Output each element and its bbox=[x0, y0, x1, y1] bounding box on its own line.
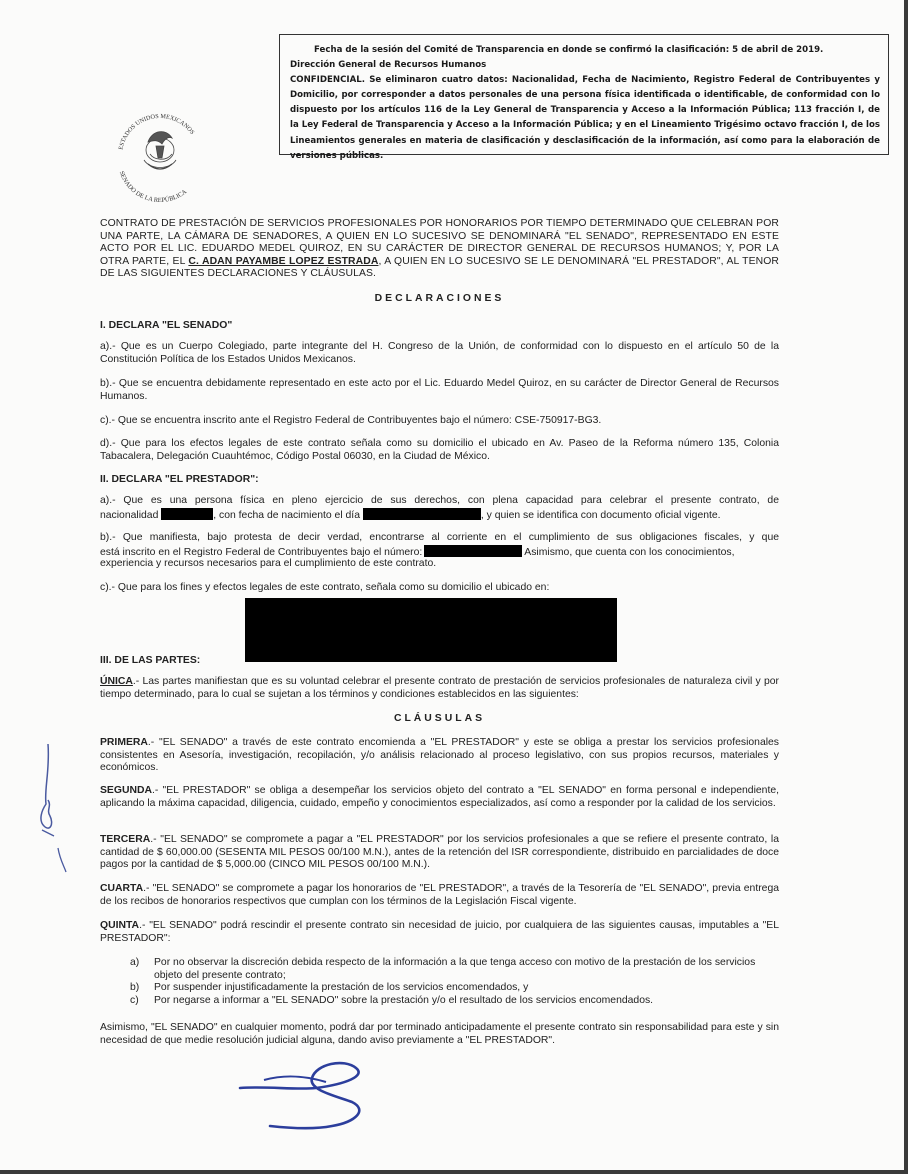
notice-confidential: CONFIDENCIAL. Se eliminaron cuatro datos: Nacionalidad, Fecha de Nacimiento, Registro Federal de Contribuyentes y Domicilio, por corresponder a datos personales de una persona física identificada o identificable, de conformidad con lo dispuesto por los artículos 116 de la Ley General de Transparencia y Acceso a la Información Pública; 113 fracción I, de la Ley Federal de Transparencia y Acceso a la Información Pública; y en el Lineamiento Trigésimo octavo fracción I, de los Lineamientos generales en materia de clasificación y desclasificación de la información, así como para la elaboración de versiones públicas. bbox=[290, 75, 880, 161]
primera-text: .- "EL SENADO" a través de este contrato encomienda a "EL PRESTADOR" y este se obliga a prestar los servicios profesionales consistentes en Asesoría, investigación, recopilación, y/o análisis relacionado al proceso legislativo, con sus propios recursos, materiales y económicos. bbox=[100, 737, 779, 774]
declaraciones-heading: DECLARACIONES bbox=[374, 293, 505, 304]
quinta-text: .- "EL SENADO" podrá rescindir el presente contrato sin necesidad de juicio, por cualquiera de las siguientes causas, imputables a "EL PRESTADOR": bbox=[100, 920, 779, 944]
sec2-item-b-line3: experiencia y recursos necesarios para el cumplimiento de este contrato. bbox=[100, 558, 437, 569]
sec1-item-b: b).- Que se encuentra debidamente representado en este acto por el Lic. Eduardo Medel Quiroz, en su carácter de Director General de Recursos Humanos. bbox=[100, 378, 779, 402]
sec2-item-a-line2 bbox=[100, 508, 779, 523]
list-item-text: Por no observar la discreción debida respecto de la información a la que tenga acceso con motivo de la prestación de los servicios objeto del presente contrato; bbox=[154, 957, 756, 981]
list-item bbox=[130, 982, 780, 995]
classification-notice bbox=[279, 34, 889, 161]
sec1-item-c: c).- Que se encuentra inscrito ante el Registro Federal de Contribuyentes bajo el número: CSE-750917-BG3. bbox=[100, 415, 602, 426]
unica-clause bbox=[100, 676, 779, 701]
seal-bottom-text: SENADO DE LA REPÚBLICA bbox=[117, 170, 189, 202]
quinta-label: QUINTA bbox=[100, 920, 140, 931]
list-item-text: Por suspender injustificadamente la prestación de los servicios encomendados, y bbox=[154, 982, 529, 994]
unica-label: ÚNICA bbox=[100, 676, 133, 687]
notice-date: Fecha de la sesión del Comité de Transparencia en donde se confirmó la clasificación: 5 de abril de 2019. bbox=[314, 45, 824, 55]
list-item-text: Por negarse a informar a "EL SENADO" sobre la prestación y/o el resultado de los servicios encomendados. bbox=[154, 994, 654, 1006]
primera-label: PRIMERA bbox=[100, 737, 148, 748]
clause-cuarta bbox=[100, 883, 779, 908]
rfc-label: está inscrito en el Registro Federal de Contribuyentes bajo el número: bbox=[100, 547, 423, 558]
main-signature bbox=[236, 1050, 396, 1140]
list-item-label: a) bbox=[130, 957, 140, 968]
sec2-item-c: c).- Que para los fines y efectos legales de este contrato, señala como su domicilio el ubicado en: bbox=[100, 582, 550, 593]
eagle-emblem-icon bbox=[144, 132, 176, 169]
sec1-title: I. DECLARA "EL SENADO" bbox=[100, 320, 233, 331]
quinta-causes-list bbox=[130, 957, 780, 1007]
sec1-item-a: a).- Que es un Cuerpo Colegiado, parte integrante del H. Congreso de la Unión, de conformidad con lo dispuesto en el artículo 50 de la Constitución Política de los Estados Unidos Mexicanos. bbox=[100, 341, 779, 365]
intro-text-end: , A QUIEN EN LO SUCESIVO SE LE DENOMINARÁ "EL PRESTADOR", AL TENOR DE LAS SIGUIENTES DECLARACIONES Y CLÁUSULAS. bbox=[100, 255, 779, 280]
intro-text-start: CONTRATO DE PRESTACIÓN DE SERVICIOS PROFESIONALES POR HONORARIOS POR TIEMPO DETERMINADO QUE CELEBRAN POR UNA PARTE, LA CÁMARA DE SENADORES, A QUIEN EN LO SUCESIVO SE DENOMINARÁ "EL SENADO", REPRESENTADO EN ESTE ACTO POR EL LIC. EDUARDO MEDEL QUIROZ, EN SU CARÁCTER DE DIRECTOR GENERAL DE RECURSOS HUMANOS; Y, POR LA OTRA PARTE, EL bbox=[100, 218, 779, 267]
list-item bbox=[130, 957, 780, 982]
tercera-text: .- "EL SENADO" se compromete a pagar a "EL PRESTADOR" por los servicios profesionales a que se refiere el presente contrato, la cantidad de $ 60,000.00 (SESENTA MIL PESOS 00/100 M.N.), antes de la retención del ISR correspondiente, distribuido en parcialidades de doce pagos por la cantidad de $ 5,000.00 (CINCO MIL PESOS 00/100 M.N.). bbox=[100, 834, 779, 871]
sec2-item-b-line1: b).- Que manifiesta, bajo protesta de decir verdad, encontrarse al corriente en el cumplimiento de sus obligaciones fiscales, y que bbox=[100, 532, 779, 543]
fecha-nacimiento-label: , con fecha de nacimiento el día bbox=[213, 510, 360, 521]
segunda-label: SEGUNDA bbox=[100, 785, 152, 796]
conocimientos-text: Asimismo, que cuenta con los conocimientos, bbox=[524, 547, 735, 558]
contract-intro bbox=[100, 218, 779, 281]
segunda-text: .- "EL PRESTADOR" se obliga a desempeñar los servicios objeto del contrato a "EL SENADO" en forma personal e independiente, aplicando la máxima capacidad, diligencia, cuidado, empeño y conocimientos especializados, así como a responder por la calidad de los servicios. bbox=[100, 785, 779, 809]
senate-seal bbox=[108, 100, 210, 202]
sec3-title: III. DE LAS PARTES: bbox=[100, 655, 201, 666]
redacted-nationality bbox=[161, 508, 213, 520]
clause-tercera bbox=[100, 834, 779, 872]
sec1-item-d: d).- Que para los efectos legales de este contrato señala como su domicilio el ubicado en Av. Paseo de la Reforma número 135, Colonia Tabacalera, Delegación Cuauhtémoc, Código Postal 06030, en la Ciudad de México. bbox=[100, 438, 779, 462]
cuarta-label: CUARTA bbox=[100, 883, 144, 894]
clausulas-heading: CLÁUSULAS bbox=[393, 713, 486, 724]
redacted-birthdate bbox=[363, 508, 481, 520]
list-item-label: c) bbox=[130, 994, 139, 1006]
clause-segunda bbox=[100, 785, 779, 810]
sec2-item-a-line1: a).- Que es una persona física en pleno ejercicio de sus derechos, con plena capacidad para celebrar el presente contrato, de bbox=[100, 495, 779, 506]
nacionalidad-label: nacionalidad bbox=[100, 510, 159, 521]
redacted-address bbox=[245, 598, 617, 662]
clause-quinta bbox=[100, 920, 779, 945]
redacted-rfc bbox=[424, 545, 522, 557]
prestador-name: C. ADAN PAYAMBE LOPEZ ESTRADA bbox=[188, 255, 379, 267]
list-item bbox=[130, 995, 780, 1008]
list-item-label: b) bbox=[130, 982, 140, 994]
closing-paragraph: Asimismo, "EL SENADO" en cualquier momento, podrá dar por terminado anticipadamente el presente contrato sin responsabilidad para este y sin necesidad de que medie resolución judicial alguna, dando aviso previamente a "EL PRESTADOR". bbox=[100, 1022, 779, 1046]
sec2-title: II. DECLARA "EL PRESTADOR": bbox=[100, 474, 259, 485]
unica-text: .- Las partes manifiestan que es su voluntad celebrar el presente contrato de prestación de servicios profesionales de naturaleza civil y por tiempo determinado, para lo cual se sujetan a los términos y condiciones establecidos en las siguientes: bbox=[100, 676, 779, 700]
tercera-label: TERCERA bbox=[100, 834, 151, 845]
clause-primera bbox=[100, 737, 779, 775]
notice-department: Dirección General de Recursos Humanos bbox=[290, 60, 487, 71]
cuarta-text: .- "EL SENADO" se compromete a pagar los honorarios de "EL PRESTADOR", a través de la Tesorería de "EL SENADO", previa entrega de los recibos de honorarios respectivos que cumplan con los términos de la Legislación Fiscal vigente. bbox=[100, 883, 779, 907]
seal-top-text: ESTADOS UNIDOS MEXICANOS bbox=[117, 112, 196, 151]
margin-signature bbox=[30, 740, 90, 880]
identificacion-text: , y quien se identifica con documento oficial vigente. bbox=[480, 510, 721, 521]
